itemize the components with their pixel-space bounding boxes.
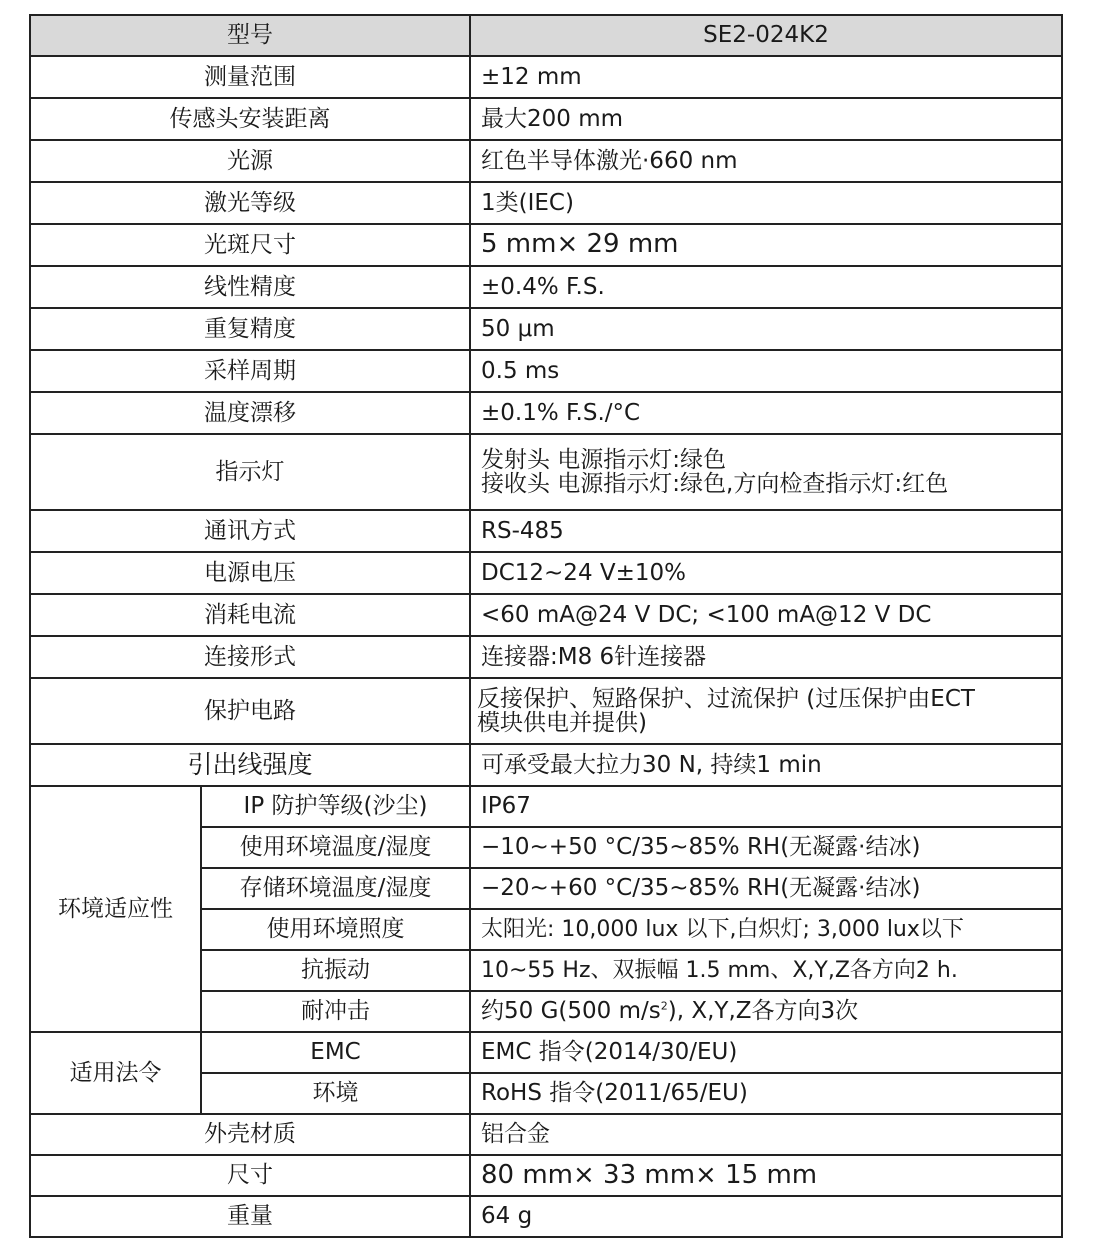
row-label: 环境 — [201, 1073, 470, 1114]
spec-row-repeatability — [30, 308, 1062, 350]
protection-line-2: 模块供电并提供) — [477, 710, 647, 736]
row-value: 最大200 mm — [470, 98, 1062, 140]
row-value: DC12~24 V±10% — [470, 552, 1062, 594]
protection-line-1: 反接保护、短路保护、过流保护 (过压保护由ECT — [477, 685, 975, 712]
row-label: 抗振动 — [201, 950, 470, 991]
row-value: 连接器:M8 6针连接器 — [470, 636, 1062, 678]
row-value: ±0.1% F.S./°C — [470, 392, 1062, 434]
spec-row-sampling-period — [30, 350, 1062, 392]
row-value: RoHS 指令(2011/65/EU) — [470, 1073, 1062, 1114]
row-label: 激光等级 — [30, 182, 470, 224]
row-value: 10~55 Hz、双振幅 1.5 mm、X,Y,Z各方向2 h. — [470, 950, 1062, 991]
header-model: SE2-024K2 — [470, 15, 1062, 56]
row-label: 使用环境照度 — [201, 909, 470, 950]
row-label: 传感头安装距离 — [30, 98, 470, 140]
spec-row-laser-class — [30, 182, 1062, 224]
row-value: 太阳光: 10,000 lux 以下,白炽灯; 3,000 lux以下 — [470, 909, 1062, 950]
row-value: ±0.4% F.S. — [470, 266, 1062, 308]
row-label: 引出线强度 — [30, 744, 470, 786]
row-label: 连接形式 — [30, 636, 470, 678]
spec-row-linearity — [30, 266, 1062, 308]
row-label: 存储环境温度/湿度 — [201, 868, 470, 909]
row-value — [470, 991, 1062, 1032]
spec-row-temp-drift — [30, 392, 1062, 434]
row-value: 铝合金 — [470, 1114, 1062, 1155]
header-row — [30, 15, 1062, 56]
row-value: 可承受最大拉力30 N, 持续1 min — [470, 744, 1062, 786]
row-value: −10~+50 °C/35~85% RH(无凝露·结冰) — [470, 827, 1062, 868]
row-label: 测量范围 — [30, 56, 470, 98]
group-label-regulations: 适用法令 — [30, 1032, 201, 1114]
row-label: 温度漂移 — [30, 392, 470, 434]
row-value: ±12 mm — [470, 56, 1062, 98]
row-label: 线性精度 — [30, 266, 470, 308]
row-label: 重复精度 — [30, 308, 470, 350]
row-value: <60 mA@24 V DC; <100 mA@12 V DC — [470, 594, 1062, 636]
spec-row-spot-size — [30, 224, 1062, 266]
row-label: 耐冲击 — [201, 991, 470, 1032]
row-value: 50 μm — [470, 308, 1062, 350]
row-value: RS-485 — [470, 510, 1062, 552]
spec-row-measure-range — [30, 56, 1062, 98]
row-label: 电源电压 — [30, 552, 470, 594]
indicator-receiver-text: 接收头 电源指示灯:绿色,方向检查指示灯:红色 — [481, 471, 949, 497]
spec-row-reg-emc — [30, 1032, 1062, 1073]
row-label: 重量 — [30, 1196, 470, 1237]
row-value: −20~+60 °C/35~85% RH(无凝露·结冰) — [470, 868, 1062, 909]
group-label-environment: 环境适应性 — [30, 786, 201, 1032]
spec-row-lead-strength — [30, 744, 1062, 786]
row-value: IP67 — [470, 786, 1062, 827]
row-label: 采样周期 — [30, 350, 470, 392]
row-label: EMC — [201, 1032, 470, 1073]
spec-row-env-ip — [30, 786, 1062, 827]
row-label: 光斑尺寸 — [30, 224, 470, 266]
row-label: IP 防护等级(沙尘) — [201, 786, 470, 827]
row-value: 0.5 ms — [470, 350, 1062, 392]
spec-row-mount-distance — [30, 98, 1062, 140]
row-label: 消耗电流 — [30, 594, 470, 636]
row-value — [470, 678, 1062, 744]
row-label: 光源 — [30, 140, 470, 182]
spec-row-connection — [30, 636, 1062, 678]
row-label: 外壳材质 — [30, 1114, 470, 1155]
shock-value-pre: 约50 G(500 m/s — [481, 998, 661, 1025]
row-label: 使用环境温度/湿度 — [201, 827, 470, 868]
spec-row-supply-voltage — [30, 552, 1062, 594]
row-label: 指示灯 — [30, 434, 470, 510]
row-label: 通讯方式 — [30, 510, 470, 552]
row-value: 红色半导体激光·660 nm — [470, 140, 1062, 182]
shock-value-superscript: 2 — [660, 999, 668, 1013]
spec-table — [29, 14, 1063, 1238]
shock-value-post: ), X,Y,Z各方向3次 — [667, 998, 859, 1025]
spec-row-dimensions — [30, 1155, 1062, 1196]
row-label: 保护电路 — [30, 678, 470, 744]
row-value — [470, 434, 1062, 510]
spec-row-protection — [30, 678, 1062, 744]
row-value: 1类(IEC) — [470, 182, 1062, 224]
spec-row-indicator — [30, 434, 1062, 510]
header-label: 型号 — [30, 15, 470, 56]
row-label: 尺寸 — [30, 1155, 470, 1196]
spec-row-light-source — [30, 140, 1062, 182]
spec-row-communication — [30, 510, 1062, 552]
spec-row-housing — [30, 1114, 1062, 1155]
row-value: EMC 指令(2014/30/EU) — [470, 1032, 1062, 1073]
spec-row-weight — [30, 1196, 1062, 1237]
row-value: 64 g — [470, 1196, 1062, 1237]
spec-row-current — [30, 594, 1062, 636]
indicator-emitter-text: 发射头 电源指示灯:绿色 — [481, 446, 727, 473]
row-value: 80 mm× 33 mm× 15 mm — [470, 1155, 1062, 1196]
row-value: 5 mm× 29 mm — [470, 224, 1062, 266]
